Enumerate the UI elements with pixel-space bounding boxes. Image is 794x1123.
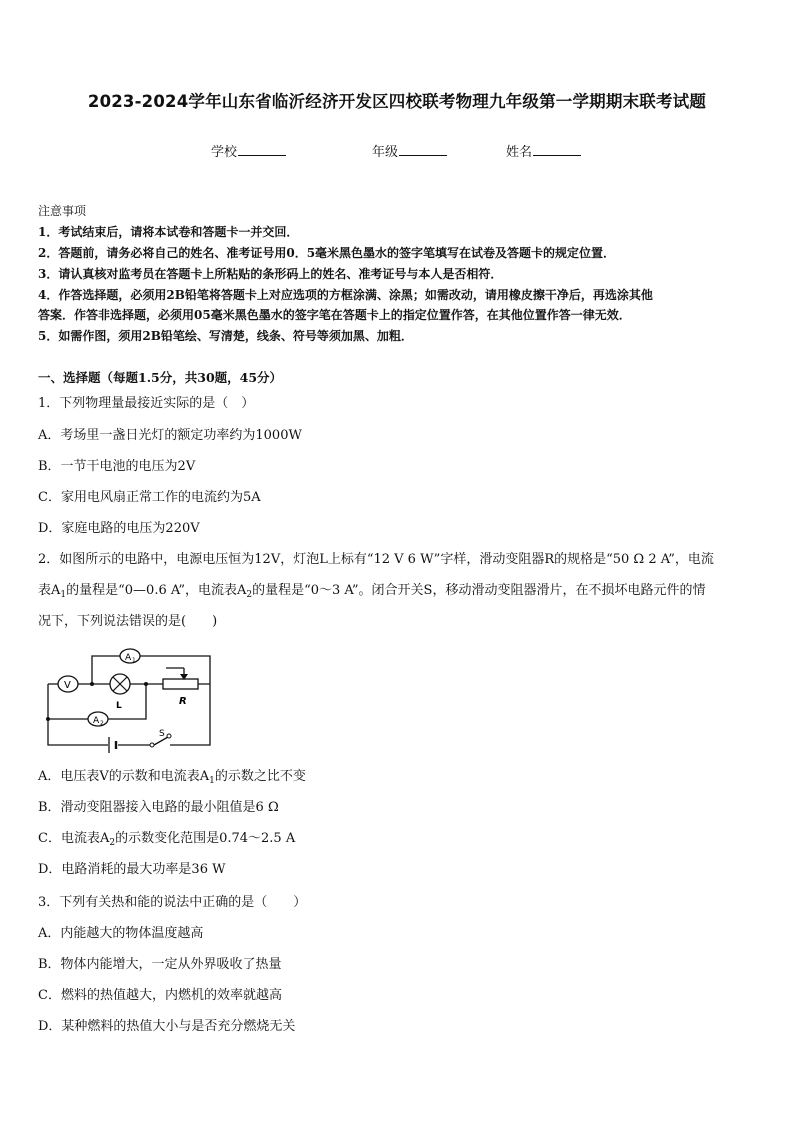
question-3-stem: 3．下列有关热和能的说法中正确的是（ ） bbox=[38, 895, 307, 910]
question-1-stem: 1．下列物理量最接近实际的是（ ） bbox=[38, 396, 255, 411]
ammeter-a2-label: A bbox=[93, 716, 100, 726]
junction-dot bbox=[144, 682, 148, 686]
junction-dot bbox=[90, 682, 94, 686]
note-item: 2．答题前，请务必将自己的姓名、准考证号用0．5毫米黑色墨水的签字笔填写在试卷及答题卡的规定位置． bbox=[38, 246, 616, 260]
ammeter-a1-label: A bbox=[125, 653, 132, 663]
switch-label: S bbox=[159, 729, 165, 739]
q1-option-a: A．考场里一盏日光灯的额定功率约为1000W bbox=[38, 428, 302, 443]
section-heading: 一、选择题（每题1.5分，共30题，45分） bbox=[38, 370, 283, 385]
question-2-line: 2．如图所示的电路中，电源电压恒为12V，灯泡L上标有“12 V 6 W”字样，滑动变阻器R的规格是“50 Ω 2 A”，电流 bbox=[38, 552, 714, 567]
rheostat-label: R bbox=[179, 696, 187, 707]
q2-option-d: D．电路消耗的最大功率是36 W bbox=[38, 862, 226, 877]
note-item: 答案．作答非选择题，必须用05毫米黑色墨水的签字笔在答题卡上的指定位置作答，在其他位置作答一律无效． bbox=[38, 308, 631, 322]
q1-option-d: D．家庭电路的电压为220V bbox=[38, 521, 200, 536]
name-field[interactable] bbox=[506, 141, 581, 160]
wire-right bbox=[170, 684, 210, 745]
grade-field[interactable] bbox=[372, 141, 447, 160]
q2-option-b: B．滑动变阻器接入电路的最小阻值是6 Ω bbox=[38, 800, 279, 815]
ammeter-a2-sub: 2 bbox=[100, 720, 104, 727]
grade-label: 年级 bbox=[372, 145, 399, 160]
question-2-line: 况下，下列说法错误的是( ) bbox=[38, 614, 218, 629]
question-2-line: 表$A_1$的量程是“0—0.6 A”，电流表$A_2$的量程是“0～3 A”。闭合开关S，移动滑动变阻器滑片，在不损坏电路元件的情 bbox=[38, 583, 706, 600]
q1-option-b: B．一节干电池的电压为2V bbox=[38, 459, 196, 474]
q3-option-c: C．燃料的热值越大，内燃机的效率就越高 bbox=[38, 988, 282, 1003]
rheostat-resistor bbox=[163, 679, 198, 689]
page-title: 2023-2024学年山东省临沂经济开发区四校联考物理九年级第一学期期末联考试题 bbox=[87, 92, 707, 111]
school-blank[interactable] bbox=[238, 143, 286, 156]
note-item: 4．作答选择题，必须用2B铅笔将答题卡上对应选项的方框涂满、涂黑；如需改动，请用橡皮擦干净后，再选涂其他 bbox=[38, 288, 653, 302]
q3-option-d: D．某种燃料的热值大小与是否充分燃烧无关 bbox=[38, 1019, 296, 1034]
school-field[interactable] bbox=[211, 141, 286, 160]
q1-option-c: C．家用电风扇正常工作的电流约为5A bbox=[38, 490, 261, 505]
q2-option-c: C．电流表$A_2$的示数变化范围是0.74～2.5 A bbox=[38, 831, 296, 848]
junction-dot bbox=[46, 717, 50, 721]
name-label: 姓名 bbox=[506, 145, 533, 160]
name-blank[interactable] bbox=[533, 143, 581, 156]
circuit-diagram bbox=[38, 644, 218, 758]
switch-terminal bbox=[150, 743, 154, 747]
wire-top bbox=[92, 656, 210, 684]
note-item: 5．如需作图，须用2B铅笔绘、写清楚，线条、符号等须加黑、加粗． bbox=[38, 329, 413, 343]
notes-heading: 注意事项 bbox=[38, 204, 87, 218]
q2-option-a: A．电压表V的示数和电流表$A_1$的示数之比不变 bbox=[38, 769, 306, 786]
q3-option-a: A．内能越大的物体温度越高 bbox=[38, 926, 204, 941]
q3-option-b: B．物体内能增大，一定从外界吸收了热量 bbox=[38, 957, 282, 972]
voltmeter-label: V bbox=[64, 680, 71, 691]
lamp-label: L bbox=[116, 701, 122, 711]
note-item: 1．考试结束后，请将本试卷和答题卡一并交回． bbox=[38, 225, 299, 239]
school-label: 学校 bbox=[211, 145, 238, 160]
note-item: 3．请认真核对监考员在答题卡上所粘贴的条形码上的姓名、准考证号与本人是否相符． bbox=[38, 267, 503, 281]
ammeter-a1-sub: 1 bbox=[132, 657, 136, 664]
grade-blank[interactable] bbox=[399, 143, 447, 156]
switch-terminal bbox=[167, 734, 171, 738]
